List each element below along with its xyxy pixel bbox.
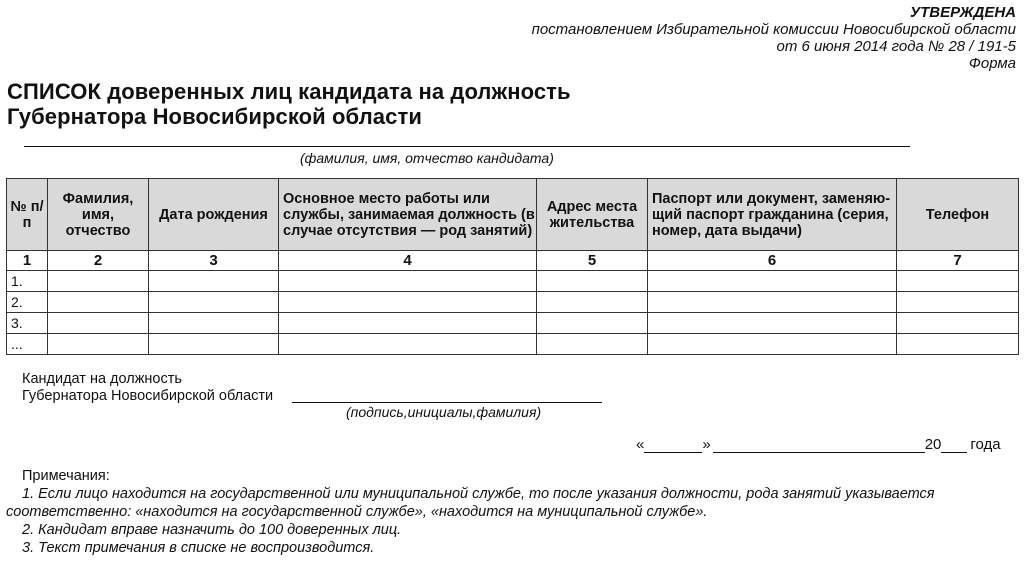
table-cell[interactable]	[149, 292, 279, 313]
table-cell[interactable]	[537, 292, 648, 313]
signature-line[interactable]	[292, 402, 602, 403]
approval-stamp	[532, 4, 1016, 72]
date-open-quote: «	[636, 436, 645, 453]
table-cell[interactable]	[537, 271, 648, 292]
header-workplace: Основное место работы или службы, занимаемая должность (в случае отсутствия — род занятий)	[279, 179, 537, 251]
approval-line-2: от 6 июня 2014 года № 28 / 191-5	[776, 38, 1016, 55]
table-cell[interactable]	[537, 334, 648, 355]
row-number: 1.	[7, 271, 48, 292]
table-row	[7, 292, 1019, 313]
note-2: 2. Кандидат вправе назначить до 100 доверенных лиц.	[22, 522, 402, 538]
table-cell[interactable]	[48, 313, 149, 334]
table-cell[interactable]	[149, 334, 279, 355]
table-cell[interactable]	[279, 313, 537, 334]
row-number: ...	[7, 334, 48, 355]
candidate-name-caption: (фамилия, имя, отчество кандидата)	[300, 150, 554, 166]
day-blank[interactable]	[644, 437, 702, 453]
signature-block	[22, 371, 273, 405]
column-number: 2	[48, 251, 149, 271]
month-blank[interactable]	[713, 437, 925, 453]
approval-heading: УТВЕРЖДЕНА	[909, 4, 1016, 21]
column-number: 6	[648, 251, 897, 271]
title-line-1: СПИСОК доверенных лиц кандидата на должность	[7, 79, 571, 104]
table-row	[7, 271, 1019, 292]
header-address: Адрес места жительства	[537, 179, 648, 251]
table-cell[interactable]	[648, 313, 897, 334]
table-row	[7, 313, 1019, 334]
approval-line-1: постановлением Избирательной комиссии Новосибирской области	[531, 21, 1016, 38]
table-cell[interactable]	[648, 271, 897, 292]
table-cell[interactable]	[149, 271, 279, 292]
note-3: 3. Текст примечания в списке не воспроизводится.	[22, 540, 375, 556]
table-cell[interactable]	[48, 334, 149, 355]
table-cell[interactable]	[149, 313, 279, 334]
date-field	[636, 436, 1001, 453]
column-number-row	[7, 251, 1019, 271]
header-passport: Паспорт или документ, заменяю-щий паспорт гражданина (серия, номер, дата выдачи)	[648, 179, 897, 251]
column-number: 3	[149, 251, 279, 271]
table-cell[interactable]	[897, 313, 1019, 334]
signature-label-1: Кандидат на должность	[22, 371, 182, 387]
year-blank[interactable]	[941, 437, 967, 453]
column-number: 7	[897, 251, 1019, 271]
column-number: 4	[279, 251, 537, 271]
note-1: 1. Если лицо находится на государственной или муниципальной службе, то после указания должности, рода занятий указывается	[22, 486, 935, 502]
note-1-continued: соответственно: «находится на государственной службе», «находится на муниципальной службе».	[6, 504, 708, 520]
table-cell[interactable]	[537, 313, 648, 334]
notes-heading: Примечания:	[22, 468, 110, 484]
year-prefix: 20	[924, 436, 942, 453]
table-cell[interactable]	[48, 271, 149, 292]
table-cell[interactable]	[648, 334, 897, 355]
approval-line-3: Форма	[968, 55, 1016, 72]
header-number: № п/п	[7, 179, 48, 251]
table-cell[interactable]	[279, 334, 537, 355]
header-full-name: Фамилия, имя, отчество	[48, 179, 149, 251]
table-cell[interactable]	[279, 271, 537, 292]
table-header-row	[7, 179, 1019, 251]
table-row	[7, 334, 1019, 355]
document-title	[7, 79, 571, 129]
table-cell[interactable]	[648, 292, 897, 313]
column-number: 1	[7, 251, 48, 271]
table-cell[interactable]	[897, 334, 1019, 355]
candidate-name-line[interactable]	[24, 146, 910, 147]
column-number: 5	[537, 251, 648, 271]
table-cell[interactable]	[897, 271, 1019, 292]
table-cell[interactable]	[897, 292, 1019, 313]
header-birth-date: Дата рождения	[149, 179, 279, 251]
signature-label-2: Губернатора Новосибирской области	[22, 388, 274, 404]
signature-caption: (подпись,инициалы,фамилия)	[346, 404, 542, 420]
header-phone: Телефон	[897, 179, 1019, 251]
trustees-table	[6, 178, 1019, 355]
table-cell[interactable]	[279, 292, 537, 313]
year-suffix: года	[970, 436, 1001, 453]
title-line-2: Губернатора Новосибирской области	[7, 104, 422, 129]
notes-section	[6, 467, 1018, 557]
row-number: 3.	[7, 313, 48, 334]
table-cell[interactable]	[48, 292, 149, 313]
date-close-quote: »	[702, 436, 711, 453]
row-number: 2.	[7, 292, 48, 313]
